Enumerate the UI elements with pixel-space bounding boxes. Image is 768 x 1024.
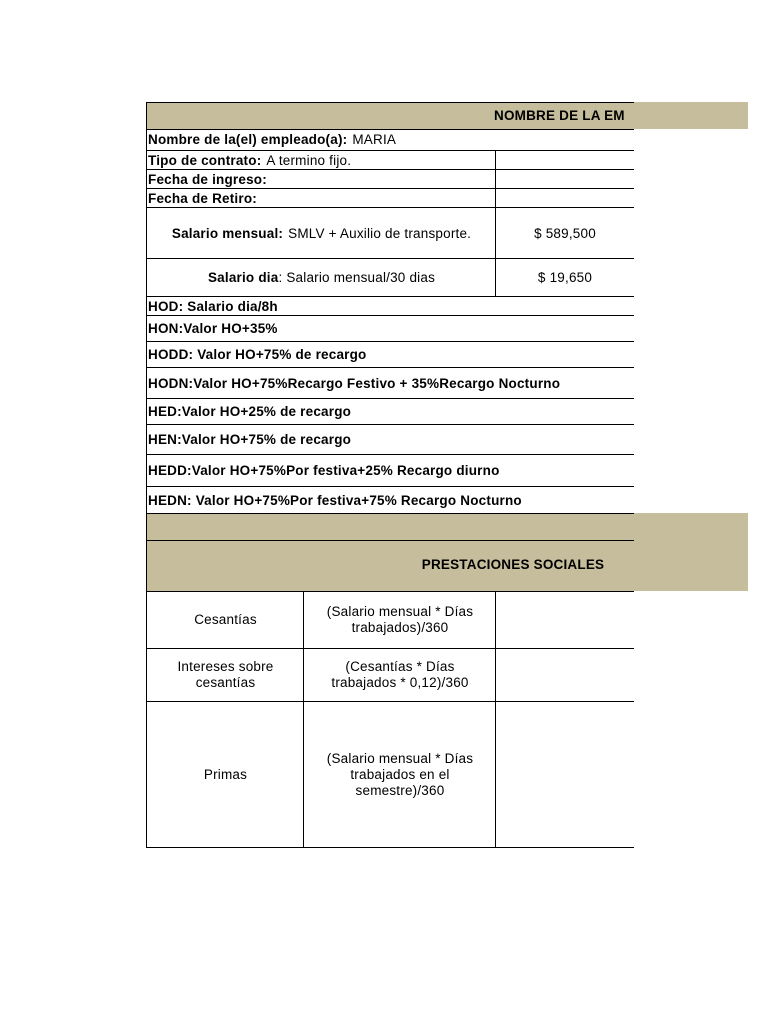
grid-line — [147, 398, 634, 399]
grid-line — [147, 424, 634, 425]
grid-line — [147, 367, 634, 368]
grid-line — [147, 315, 634, 316]
grid-line — [495, 591, 496, 848]
grid-line — [147, 188, 634, 189]
benefit-name-cesantias: Cesantías — [194, 612, 257, 627]
monthly-salary-desc — [148, 208, 495, 258]
grid-line — [147, 701, 634, 702]
benefit-formula-intereses: (Cesantías * Días trabajados * 0,12)/360 — [331, 659, 469, 690]
hour-rate-row: HOD: Salario dia/8h — [148, 298, 278, 314]
hour-rate-row: HODD: Valor HO+75% de recargo — [148, 347, 367, 362]
grid-line — [303, 591, 304, 848]
grid-line — [147, 258, 634, 259]
monthly-salary-label: Salario mensual: — [171, 225, 284, 241]
header-band — [147, 102, 748, 129]
start-date-label: Fecha de ingreso: — [148, 172, 267, 187]
benefit-name-intereses: Intereses sobre cesantías — [177, 659, 274, 690]
contract-type-value: A termino fijo. — [266, 153, 352, 168]
grid-line — [147, 169, 634, 170]
grid-line — [147, 454, 634, 455]
benefit-name-primas: Primas — [203, 766, 248, 782]
hour-rate-row: HED:Valor HO+25% de recargo — [148, 404, 352, 419]
grid-line — [147, 207, 634, 208]
daily-salary-label: Salario dia — [207, 270, 279, 285]
start-date-row — [148, 170, 494, 189]
grid-line — [146, 102, 147, 848]
grid-line — [147, 150, 634, 151]
grid-line — [147, 513, 634, 514]
grid-line — [147, 591, 634, 592]
hour-rate-row: HEDN: Valor HO+75%Por festiva+75% Recargo Nocturno — [148, 492, 522, 508]
grid-line — [147, 486, 634, 487]
monthly-salary-formula: SMLV + Auxilio de transporte. — [288, 225, 472, 241]
company-name-header: NOMBRE DE LA EM — [494, 108, 625, 123]
employee-name-row — [148, 129, 634, 150]
monthly-salary-value: $ 589,500 — [534, 225, 596, 241]
contract-type-row — [148, 151, 494, 170]
end-date-row — [148, 189, 494, 207]
hour-rate-row: HODN:Valor HO+75%Recargo Festivo + 35%Recargo Nocturno — [148, 375, 561, 391]
hour-rate-row: HEDD:Valor HO+75%Por festiva+25% Recargo diurno — [148, 463, 500, 478]
benefits-title: PRESTACIONES SOCIALES — [421, 556, 605, 572]
employee-name-value: MARIA — [352, 132, 397, 147]
daily-salary-desc — [148, 259, 495, 296]
end-date-label: Fecha de Retiro: — [148, 190, 257, 206]
daily-salary-formula: : Salario mensual/30 dias — [278, 270, 436, 285]
contract-type-label: Tipo de contrato: — [148, 153, 262, 168]
hour-rate-row: HEN:Valor HO+75% de recargo — [148, 432, 352, 447]
hour-rate-row: HON:Valor HO+35% — [148, 321, 278, 336]
benefit-formula-cesantias: (Salario mensual * Días trabajados)/360 — [326, 604, 474, 635]
grid-line — [147, 129, 634, 130]
grid-line — [147, 648, 634, 649]
grid-line — [147, 847, 634, 848]
daily-salary-value: $ 19,650 — [537, 270, 593, 285]
grid-line — [495, 150, 496, 297]
grid-line — [147, 296, 634, 297]
grid-line — [147, 102, 634, 103]
benefit-formula-primas: (Salario mensual * Días trabajados en el semestre)/360 — [326, 750, 474, 798]
grid-line — [147, 540, 634, 541]
grid-line — [147, 341, 634, 342]
employee-name-label: Nombre de la(el) empleado(a): — [148, 132, 348, 147]
